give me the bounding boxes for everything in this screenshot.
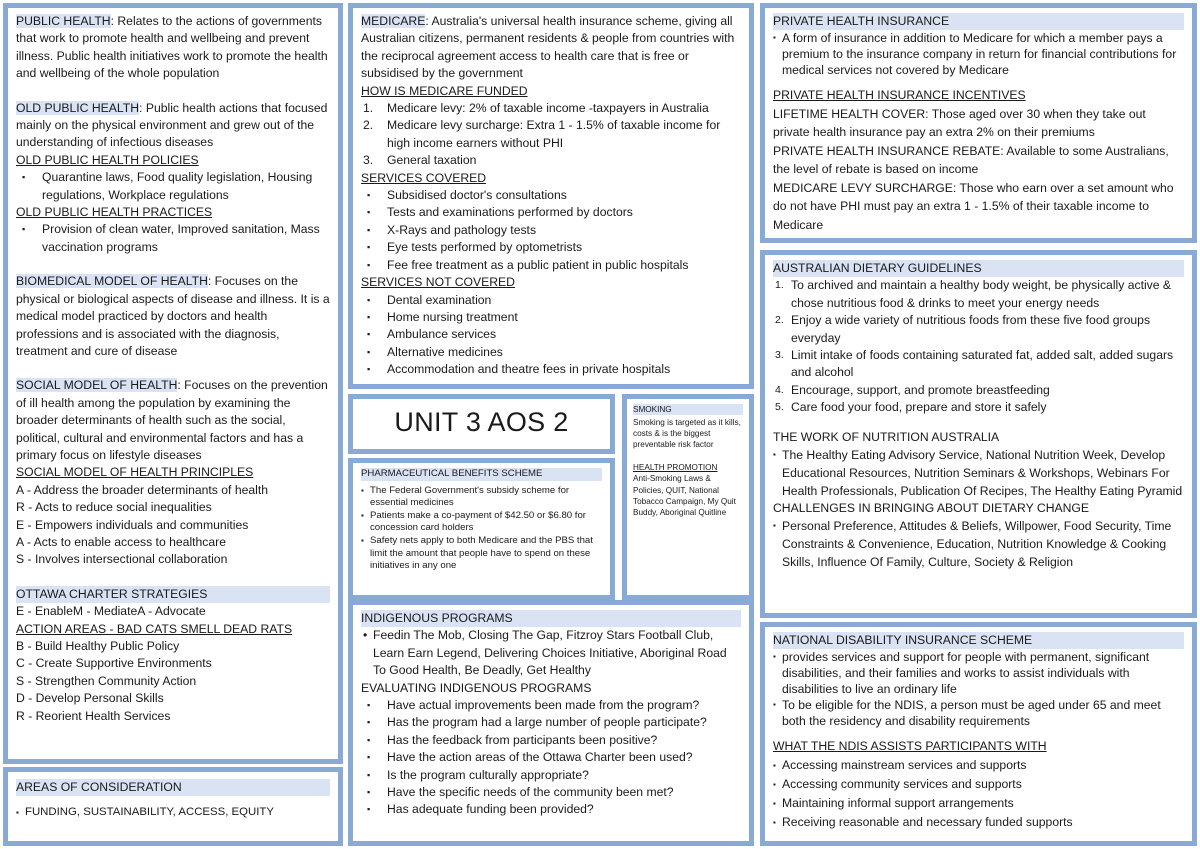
phi-list: [773, 30, 1184, 78]
social-principles-heading: SOCIAL MODEL OF HEALTH PRINCIPLES: [16, 465, 254, 480]
medicare-funded-heading: HOW IS MEDICARE FUNDED: [361, 83, 528, 98]
list-item: ▪ Receiving reasonable and necessary funded supports: [773, 813, 1184, 832]
list-item: ▪ FUNDING, SUSTAINABILITY, ACCESS, EQUITY: [16, 804, 330, 821]
indigenous-heading: INDIGENOUS PROGRAMS: [361, 610, 741, 627]
unit-title-panel: [348, 394, 615, 454]
list-item: ▪ The Healthy Eating Advisory Service, National Nutrition Week, Develop Educational Resources, Nutrition Seminars & Workshops, Webinars For Health Professionals, Publication Of Recipes, The Healthy Eating Pyramid: [773, 446, 1184, 500]
list-item: ▪ Eye tests performed by optometrists: [361, 239, 741, 256]
biomedical-section: [16, 273, 330, 360]
medicare-heading: MEDICARE: [361, 14, 426, 28]
ndis-assists-heading: WHAT THE NDIS ASSISTS PARTICIPANTS WITH: [773, 739, 1047, 754]
services-covered-list: [361, 187, 741, 274]
social-model-text: : Focuses on the prevention of ill health among the population by examining the broader determinants of health such as the social, political, cultural and environmental factors and has a primary focus on lifestyle diseases: [16, 378, 328, 462]
old-policies-list: [16, 169, 330, 204]
old-public-health-text: : Public health actions that focused mainly on the physical environment and grew out of the understanding of infectious diseases: [16, 100, 328, 150]
list-item: Limit intake of foods containing saturated fat, added salt, added sugars and alcohol: [791, 348, 1174, 380]
evaluating-list: [361, 697, 741, 819]
list-item: ▪ Has adequate funding been provided?: [361, 801, 741, 818]
unit-title: UNIT 3 AOS 2: [394, 407, 569, 437]
list-item: Medicare levy surcharge: Extra 1 - 1.5% of taxable income for high income earners without PHI: [387, 118, 721, 150]
action-area: R - Reorient Health Services: [16, 708, 171, 723]
phi-heading: PRIVATE HEALTH INSURANCE: [773, 13, 1184, 30]
action-area: B - Build Healthy Public Policy: [16, 639, 180, 653]
medicare-panel: [348, 3, 754, 389]
evaluating-heading: EVALUATING INDIGENOUS PROGRAMS: [361, 680, 592, 695]
list-item: ▪ X-Rays and pathology tests: [361, 222, 741, 239]
social-principle: S - Involves intersectional collaboration: [16, 552, 228, 567]
dietary-guidelines-list: [773, 277, 1184, 416]
list-item: ▪ Fee free treatment as a public patient in public hospitals: [361, 257, 741, 274]
old-practices-heading: OLD PUBLIC HEALTH PRACTICES: [16, 205, 213, 220]
social-principle: A - Address the broader determinants of health: [16, 482, 269, 497]
list-item: ▪ Personal Preference, Attitudes & Beliefs, Willpower, Food Security, Time Constraints & Convenience, Education, Nutrition Knowledge & Cooking Skills, Influence Of Family, Culture, Society & Religion: [773, 517, 1184, 571]
dietary-heading: AUSTRALIAN DIETARY GUIDELINES: [773, 260, 1184, 277]
old-policies-heading: OLD PUBLIC HEALTH POLICIES: [16, 152, 199, 167]
biomedical-text: : Focuses on the physical or biological aspects of disease and illness. It is a medical model practiced by doctors and health professions and is associated with the diagnosis, treatment and cure of disease: [16, 274, 330, 358]
list-item: ▪ provides services and support for people with permanent, significant disabilities, and their families and works to assist individuals with disabilities to live an ordinary life: [773, 649, 1184, 697]
list-item: ▪ Has the feedback from participants been positive?: [361, 732, 741, 749]
list-item: ▪ Have actual improvements been made from the program?: [361, 697, 741, 714]
list-item: ▪ Accessing mainstream services and supports: [773, 756, 1184, 775]
list-item: ▪ Have the specific needs of the community been met?: [361, 784, 741, 801]
health-promotion-heading: HEALTH PROMOTION: [633, 463, 718, 473]
old-public-health-heading: OLD PUBLIC HEALTH: [16, 100, 140, 115]
public-health-heading: PUBLIC HEALTH: [16, 14, 111, 28]
list-item: ▪ Ambulance services: [361, 326, 741, 343]
ndis-panel: [760, 622, 1197, 846]
old-public-health-section: [16, 100, 330, 152]
indigenous-panel: [348, 600, 754, 846]
list-item: ▪ Home nursing treatment: [361, 309, 741, 326]
pbs-panel: [348, 458, 615, 600]
list-item: General taxation: [387, 153, 477, 168]
smoking-panel: [622, 394, 754, 600]
phi-incentive: PRIVATE HEALTH INSURANCE REBATE: Available to some Australians, the level of rebate is based on income: [773, 143, 1169, 177]
ottawa-heading: OTTAWA CHARTER STRATEGIES: [16, 586, 330, 603]
public-health-panel: [3, 3, 343, 764]
phi-incentives-heading: PRIVATE HEALTH INSURANCE INCENTIVES: [773, 88, 1026, 103]
nutrition-australia-list: [773, 446, 1184, 500]
list-item: Medicare levy: 2% of taxable income -taxpayers in Australia: [387, 101, 709, 116]
list-item: ▪ Provision of clean water, Improved sanitation, Mass vaccination programs: [16, 221, 330, 256]
public-health-text: : Relates to the actions of governments that work to promote health and wellbeing and prevent illness. Public health initiatives work to promote the health and wellbeing of the whole population: [16, 14, 328, 81]
list-item: ▪ Maintaining informal support arrangements: [773, 794, 1184, 813]
dietary-challenges-list: [773, 517, 1184, 571]
areas-of-consideration-panel: [3, 767, 343, 846]
dietary-challenges-heading: CHALLENGES IN BRINGING ABOUT DIETARY CHANGE: [773, 501, 1090, 516]
services-not-covered-list: [361, 292, 741, 379]
social-model-heading: SOCIAL MODEL OF HEALTH: [16, 378, 178, 393]
private-health-panel: [760, 3, 1197, 243]
social-principle: R - Acts to reduce social inequalities: [16, 500, 212, 515]
medicare-funded-list: [361, 100, 741, 170]
list-item: ▪ Dental examination: [361, 292, 741, 309]
dietary-guidelines-panel: [760, 250, 1197, 618]
list-item: Encourage, support, and promote breastfeeding: [791, 382, 1050, 397]
medicare-text: : Australia's universal health insurance scheme, giving all Australian citizens, permanent residents & people from countries with the reciprocal agreement access to health care that is free or subsidised by the government: [361, 14, 735, 81]
ottawa-strategies: E - EnableM - MediateA - Advocate: [16, 604, 206, 619]
list-item: ▪ Have the action areas of the Ottawa Charter been used?: [361, 749, 741, 766]
smoking-heading: SMOKING: [633, 404, 743, 415]
phi-incentive: MEDICARE LEVY SURCHARGE: Those who earn over a set amount who do not have PHI must pay an extra 1 - 1.5% of their taxable income to Medicare: [773, 180, 1174, 232]
action-area: S - Strengthen Community Action: [16, 673, 197, 688]
old-practices-list: [16, 221, 330, 256]
medicare-section: [361, 13, 741, 83]
list-item: ▪ Safety nets apply to both Medicare and the PBS that limit the amount that people have to spend on these initiatives in any one: [361, 535, 602, 573]
list-item: Enjoy a wide variety of nutritious foods from these five food groups everyday: [791, 313, 1151, 345]
phi-incentive: LIFETIME HEALTH COVER: Those aged over 30 when they take out private health insurance pay an extra 2% on their premiums: [773, 106, 1146, 140]
social-principle: E - Empowers individuals and communities: [16, 517, 249, 532]
pbs-heading: PHARMACEUTICAL BENEFITS SCHEME: [361, 468, 602, 481]
list-item: ▪ Tests and examinations performed by doctors: [361, 204, 741, 221]
ndis-list: [773, 649, 1184, 729]
list-item: ▪ Alternative medicines: [361, 344, 741, 361]
ndis-heading: NATIONAL DISABILITY INSURANCE SCHEME: [773, 632, 1184, 649]
action-areas-heading: ACTION AREAS - BAD CATS SMELL DEAD RATS: [16, 621, 293, 636]
list-item: ▪ A form of insurance in addition to Medicare for which a member pays a premium to the insurance company in return for financial contributions for medical services not covered by Medicare: [773, 30, 1184, 78]
list-item: ▪ Accommodation and theatre fees in private hospitals: [361, 361, 741, 378]
smoking-text: Smoking is targeted as it kills, costs & is the biggest preventable risk factor: [633, 418, 741, 450]
health-promotion-text: Anti-Smoking Laws & Policies, QUIT, National Tobacco Campaign, My Quit Buddy, Aboriginal Quitline: [633, 474, 736, 517]
social-principle: A - Acts to enable access to healthcare: [16, 534, 227, 549]
biomedical-heading: BIOMEDICAL MODEL OF HEALTH: [16, 274, 208, 289]
list-item: ▪ Subsidised doctor's consultations: [361, 187, 741, 204]
list-item: ▪ Quarantine laws, Food quality legislation, Housing regulations, Workplace regulations: [16, 169, 330, 204]
list-item: ▪ Is the program culturally appropriate?: [361, 767, 741, 784]
list-item: ▪ Patients make a co-payment of $42.50 or $6.80 for concession card holders: [361, 510, 602, 535]
public-health-section: [16, 13, 330, 83]
social-model-section: [16, 377, 330, 464]
list-item: • Feedin The Mob, Closing The Gap, Fitzroy Stars Football Club, Learn Earn Legend, Delivering Choices Initiative, Aboriginal Road To Good Health, Be Deadly, Get Healthy: [361, 627, 741, 679]
indigenous-programs-list: [361, 627, 741, 679]
list-item: ▪ Accessing community services and supports: [773, 775, 1184, 794]
services-covered-heading: SERVICES COVERED: [361, 170, 487, 185]
list-item: ▪ To be eligible for the NDIS, a person must be aged under 65 and meet both the residency and disability requirements: [773, 697, 1184, 729]
action-area: C - Create Supportive Environments: [16, 656, 212, 671]
list-item: Care food your food, prepare and store it safely: [791, 400, 1047, 415]
action-area: D - Develop Personal Skills: [16, 691, 164, 706]
list-item: ▪ Has the program had a large number of people participate?: [361, 714, 741, 731]
list-item: To archived and maintain a healthy body weight, be physically active & chose nutritious food & drinks to meet your energy needs: [791, 278, 1172, 310]
areas-heading: AREAS OF CONSIDERATION: [16, 779, 330, 796]
ndis-assists-list: [773, 756, 1184, 832]
list-item: ▪ The Federal Government's subsidy scheme for essential medicines: [361, 485, 602, 510]
nutrition-australia-heading: THE WORK OF NUTRITION AUSTRALIA: [773, 429, 1000, 444]
areas-list: [16, 804, 330, 821]
services-not-covered-heading: SERVICES NOT COVERED: [361, 275, 515, 290]
pbs-list: [361, 485, 602, 573]
